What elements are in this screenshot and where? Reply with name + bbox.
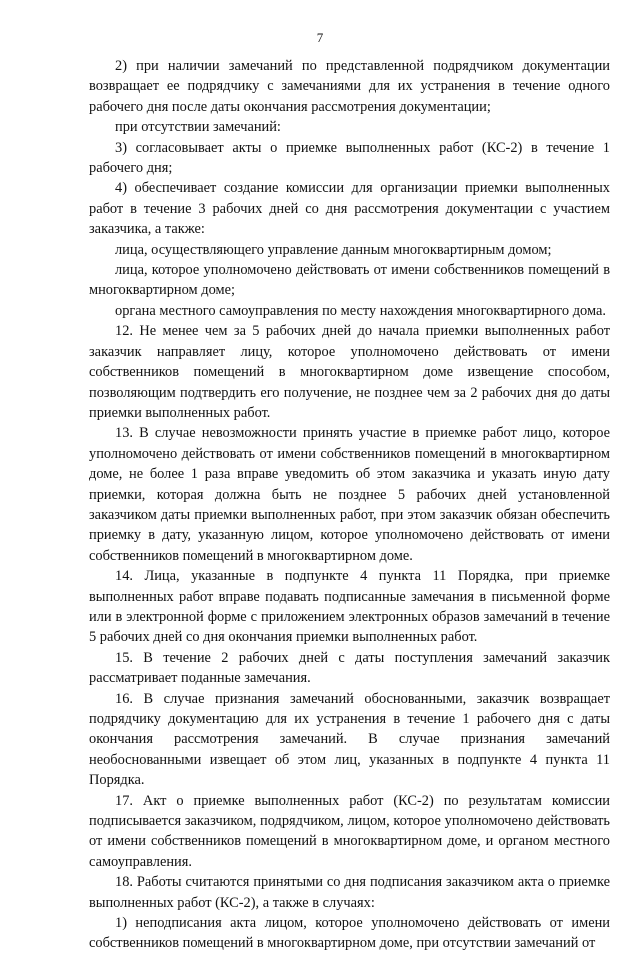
paragraph-owners-representative: лица, которое уполномочено действовать от имени собственников помещений в многоквартирном доме;: [89, 262, 610, 299]
paragraph-item-2: 2) при наличии замечаний по представленной подрядчиком документации возвращает ее подрядчику с замечаниями для их устранения в течение одного рабочего дня после даты окончания рассмотрения документации;: [89, 58, 610, 115]
paragraph-no-remarks: при отсутствии замечаний:: [115, 119, 281, 136]
paragraph-clause-14: 14. Лица, указанные в подпункте 4 пункта 11 Порядка, при приемке выполненных работ вправе подавать подписанные замечания в письменной форме или в электронной форме с приложением электронных образов замечаний в течение 5 рабочих дней со дня окончания приемки выполненных работ.: [89, 568, 610, 646]
document-body: [89, 56, 610, 954]
paragraph-clause-17: 17. Акт о приемке выполненных работ (КС-2) по результатам комиссии подписывается заказчиком, подрядчиком, лицом, которое уполномочено действовать от имени собственников помещений в многоквартирном доме, и органом местного самоуправления.: [89, 792, 610, 870]
page-number: 7: [316, 30, 324, 45]
paragraph-managing-person: лица, осуществляющего управление данным многоквартирным домом;: [115, 241, 552, 258]
paragraph-clause-18-item-1: 1) неподписания акта лицом, которое уполномочено действовать от имени собственников помещений в многоквартирном доме, при отсутствии замечаний от: [89, 915, 610, 952]
paragraph-item-3: 3) согласовывает акты о приемке выполненных работ (КС-2) в течение 1 рабочего дня;: [89, 139, 610, 177]
paragraph-clause-16: 16. В случае признания замечаний обоснованными, заказчик возвращает подрядчику документацию для их устранения в течение 1 рабочего дня с даты окончания рассмотрения замечаний. В случае признания замечаний необоснованными извещает об этом лиц, указанных в подпункте 4 пункта 11 Порядка.: [89, 690, 610, 789]
paragraph-clause-15: 15. В течение 2 рабочих дней с даты поступления замечаний заказчик рассматривает поданные замечания.: [89, 649, 610, 687]
paragraph-clause-13: 13. В случае невозможности принять участие в приемке работ лицо, которое уполномочено действовать от имени собственников помещений в многоквартирном доме, не более 1 раза вправе уведомить об этом заказчика и указать иную дату приемки, которая должна быть не позднее 5 рабочих дней установленной заказчиком даты приемки выполненных работ, при этом заказчик обязан обеспечить приемку в дату, указанную лицом, которое уполномочено действовать от имени собственников помещений в многоквартирном доме.: [89, 425, 610, 564]
paragraph-local-authority: органа местного самоуправления по месту нахождения многоквартирного дома.: [115, 302, 606, 319]
paragraph-item-4: 4) обеспечивает создание комиссии для организации приемки выполненных работ в течение 3 рабочих дней со дня рассмотрения документации с участием заказчика, а также:: [89, 180, 610, 238]
paragraph-clause-18: 18. Работы считаются принятыми со дня подписания заказчиком акта о приемке выполненных работ (КС-2), а также в случаях:: [89, 874, 610, 911]
paragraph-clause-12: 12. Не менее чем за 5 рабочих дней до начала приемки выполненных работ заказчик направляет лицу, которое уполномочено действовать от имени собственников помещений в многоквартирном доме извещение способом, позволяющим подтвердить его получение, не позднее чем за 2 рабочих дня до даты приемки выполненных работ.: [89, 323, 610, 421]
